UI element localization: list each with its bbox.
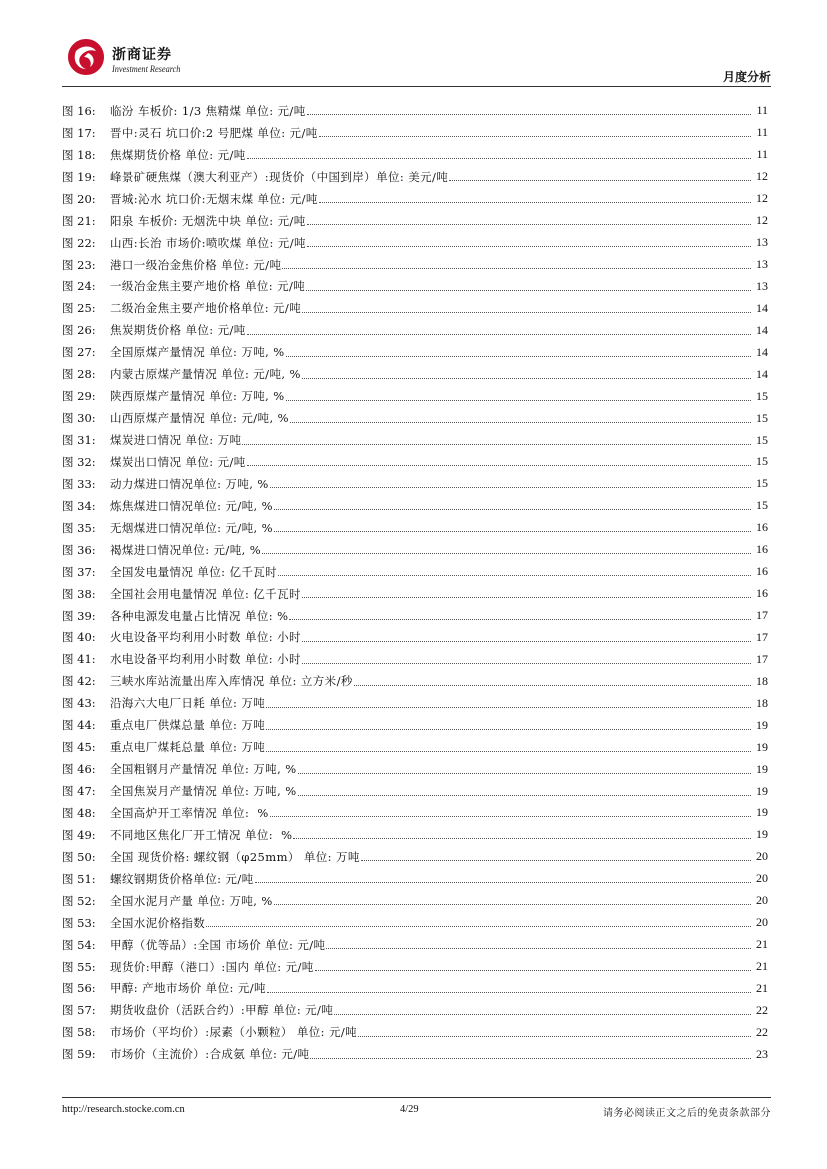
toc-figure-title: 各种电源发电量占比情况 单位: % bbox=[110, 608, 289, 623]
toc-figure-label: 图 51: bbox=[62, 871, 96, 886]
toc-figure-label: 图 22: bbox=[62, 235, 96, 250]
toc-figure-label: 图 34: bbox=[62, 498, 96, 513]
toc-entry[interactable] bbox=[62, 232, 768, 254]
toc-figure-label: 图 32: bbox=[62, 454, 96, 469]
toc-dot-leader bbox=[354, 685, 751, 686]
toc-entry[interactable] bbox=[62, 319, 768, 341]
toc-page-number: 16 bbox=[756, 586, 768, 601]
toc-figure-label: 图 19: bbox=[62, 169, 96, 184]
toc-figure-title: 全国粗钢月产量情况 单位: 万吨, % bbox=[110, 762, 297, 777]
toc-entry[interactable] bbox=[62, 802, 768, 824]
toc-figure-title: 全国水泥月产量 单位: 万吨, % bbox=[110, 893, 273, 908]
toc-figure-title: 陕西原煤产量情况 单位: 万吨, % bbox=[110, 389, 285, 404]
toc-page-number: 19 bbox=[756, 761, 768, 776]
toc-figure-label: 图 21: bbox=[62, 213, 96, 228]
toc-page-number: 15 bbox=[756, 498, 768, 513]
toc-figure-label: 图 45: bbox=[62, 740, 96, 755]
toc-page-number: 15 bbox=[756, 432, 768, 447]
toc-figure-title: 市场价（主流价）:合成氨 单位: 元/吨 bbox=[110, 1047, 310, 1062]
toc-page-number: 19 bbox=[756, 717, 768, 732]
toc-page-number: 21 bbox=[756, 937, 768, 952]
toc-figure-title: 全国发电量情况 单位: 亿千瓦时 bbox=[110, 564, 278, 579]
toc-figure-label: 图 23: bbox=[62, 257, 96, 272]
toc-entry[interactable] bbox=[62, 451, 768, 473]
toc-figure-title: 全国水泥价格指数 bbox=[110, 915, 206, 930]
toc-figure-label: 图 50: bbox=[62, 849, 96, 864]
toc-entry[interactable] bbox=[62, 210, 768, 232]
toc-page-number: 19 bbox=[756, 827, 768, 842]
toc-figure-title: 水电设备平均利用小时数 单位: 小时 bbox=[110, 652, 301, 667]
toc-entry[interactable] bbox=[62, 517, 768, 539]
toc-dot-leader bbox=[242, 444, 751, 445]
toc-dot-leader bbox=[247, 465, 751, 466]
toc-page-number: 11 bbox=[756, 125, 768, 140]
toc-dot-leader bbox=[298, 795, 751, 796]
toc-figure-title: 山西原煤产量情况 单位: 元/吨, % bbox=[110, 411, 289, 426]
toc-entry[interactable] bbox=[62, 363, 768, 385]
toc-dot-leader bbox=[290, 422, 751, 423]
toc-dot-leader bbox=[302, 641, 751, 642]
toc-figure-title: 全国焦炭月产量情况 单位: 万吨, % bbox=[110, 784, 297, 799]
toc-entry[interactable] bbox=[62, 539, 768, 561]
toc-page-number: 14 bbox=[756, 366, 768, 381]
toc-entry[interactable] bbox=[62, 714, 768, 736]
toc-page-number: 14 bbox=[756, 300, 768, 315]
toc-figure-label: 图 59: bbox=[62, 1047, 96, 1062]
toc-entry[interactable] bbox=[62, 188, 768, 210]
toc-figure-label: 图 40: bbox=[62, 630, 96, 645]
toc-entry[interactable] bbox=[62, 758, 768, 780]
toc-figure-label: 图 53: bbox=[62, 915, 96, 930]
toc-page-number: 12 bbox=[756, 191, 768, 206]
toc-page-number: 14 bbox=[756, 322, 768, 337]
toc-figure-label: 图 52: bbox=[62, 893, 96, 908]
toc-figure-label: 图 44: bbox=[62, 718, 96, 733]
toc-page-number: 19 bbox=[756, 805, 768, 820]
toc-figure-label: 图 41: bbox=[62, 652, 96, 667]
toc-page-number: 20 bbox=[756, 849, 768, 864]
toc-page-number: 13 bbox=[756, 235, 768, 250]
toc-entry[interactable] bbox=[62, 846, 768, 868]
toc-dot-leader bbox=[270, 487, 751, 488]
toc-figure-title: 市场价（平均价）:尿素（小颗粒） 单位: 元/吨 bbox=[110, 1025, 358, 1040]
toc-figure-title: 现货价:甲醇（港口）:国内 单位: 元/吨 bbox=[110, 959, 314, 974]
toc-figure-title: 焦炭期货价格 单位: 元/吨 bbox=[110, 323, 246, 338]
toc-figure-label: 图 30: bbox=[62, 411, 96, 426]
toc-entry[interactable] bbox=[62, 605, 768, 627]
toc-page-number: 15 bbox=[756, 454, 768, 469]
toc-page-number: 19 bbox=[756, 739, 768, 754]
toc-dot-leader bbox=[255, 882, 751, 883]
toc-figure-label: 图 33: bbox=[62, 476, 96, 491]
toc-page-number: 15 bbox=[756, 476, 768, 491]
toc-entry[interactable] bbox=[62, 144, 768, 166]
toc-dot-leader bbox=[266, 707, 751, 708]
toc-dot-leader bbox=[302, 378, 751, 379]
toc-dot-leader bbox=[326, 948, 751, 949]
toc-page-number: 22 bbox=[756, 1002, 768, 1017]
brand-subtitle: Investment Research bbox=[112, 64, 181, 74]
toc-entry[interactable] bbox=[62, 429, 768, 451]
toc-entry[interactable] bbox=[62, 956, 768, 978]
toc-figure-title: 不同地区焦化厂开工情况 单位: % bbox=[110, 827, 293, 842]
toc-figure-label: 图 54: bbox=[62, 937, 96, 952]
toc-figure-title: 动力煤进口情况单位: 万吨, % bbox=[110, 476, 269, 491]
toc-entry[interactable] bbox=[62, 999, 768, 1021]
toc-entry[interactable] bbox=[62, 868, 768, 890]
toc-entry[interactable] bbox=[62, 473, 768, 495]
toc-dot-leader bbox=[274, 531, 751, 532]
toc-page-number: 20 bbox=[756, 915, 768, 930]
toc-dot-leader bbox=[307, 224, 751, 225]
toc-figure-title: 晋中:灵石 坑口价:2 号肥煤 单位: 元/吨 bbox=[110, 125, 318, 140]
toc-figure-title: 甲醇: 产地市场价 单位: 元/吨 bbox=[110, 981, 266, 996]
toc-figure-title: 晋城:沁水 坑口价:无烟末煤 单位: 元/吨 bbox=[110, 191, 318, 206]
toc-figure-title: 螺纹钢期货价格单位: 元/吨 bbox=[110, 871, 254, 886]
toc-dot-leader bbox=[334, 1014, 751, 1015]
toc-figure-label: 图 35: bbox=[62, 520, 96, 535]
toc-figure-title: 重点电厂供煤总量 单位: 万吨 bbox=[110, 718, 266, 733]
toc-figure-label: 图 38: bbox=[62, 586, 96, 601]
toc-entry[interactable] bbox=[62, 297, 768, 319]
toc-entry[interactable] bbox=[62, 780, 768, 802]
toc-figure-label: 图 24: bbox=[62, 279, 96, 294]
toc-page-number: 21 bbox=[756, 959, 768, 974]
toc-figure-title: 三峡水库站流量出库入库情况 单位: 立方米/秒 bbox=[110, 674, 353, 689]
toc-page-number: 15 bbox=[756, 410, 768, 425]
toc-dot-leader bbox=[247, 334, 751, 335]
toc-dot-leader bbox=[310, 1058, 751, 1059]
toc-dot-leader bbox=[266, 751, 751, 752]
toc-page-number: 19 bbox=[756, 783, 768, 798]
toc-page-number: 20 bbox=[756, 871, 768, 886]
toc-figure-title: 沿海六大电厂日耗 单位: 万吨 bbox=[110, 696, 266, 711]
toc-dot-leader bbox=[274, 904, 751, 905]
toc-dot-leader bbox=[282, 268, 751, 269]
toc-page-number: 18 bbox=[756, 673, 768, 688]
toc-dot-leader bbox=[267, 992, 751, 993]
header-divider bbox=[62, 86, 771, 87]
toc-page-number: 15 bbox=[756, 388, 768, 403]
toc-figure-label: 图 20: bbox=[62, 191, 96, 206]
toc-dot-leader bbox=[307, 246, 751, 247]
toc-figure-label: 图 26: bbox=[62, 323, 96, 338]
toc-page-number: 16 bbox=[756, 564, 768, 579]
toc-dot-leader bbox=[358, 1036, 751, 1037]
toc-dot-leader bbox=[302, 597, 751, 598]
toc-entry[interactable] bbox=[62, 890, 768, 912]
toc-entry[interactable] bbox=[62, 934, 768, 956]
toc-figure-title: 阳泉 车板价: 无烟洗中块 单位: 元/吨 bbox=[110, 213, 306, 228]
toc-dot-leader bbox=[278, 575, 751, 576]
figure-index-list bbox=[62, 100, 768, 1065]
toc-figure-label: 图 39: bbox=[62, 608, 96, 623]
toc-figure-title: 港口一级冶金焦价格 单位: 元/吨 bbox=[110, 257, 282, 272]
toc-entry[interactable] bbox=[62, 254, 768, 276]
toc-figure-label: 图 16: bbox=[62, 103, 96, 118]
toc-dot-leader bbox=[286, 356, 751, 357]
toc-dot-leader bbox=[270, 816, 751, 817]
toc-figure-title: 一级冶金焦主要产地价格 单位: 元/吨 bbox=[110, 279, 306, 294]
toc-dot-leader bbox=[302, 312, 751, 313]
toc-figure-title: 期货收盘价（活跃合约）:甲醇 单位: 元/吨 bbox=[110, 1003, 334, 1018]
toc-page-number: 12 bbox=[756, 213, 768, 228]
toc-figure-label: 图 37: bbox=[62, 564, 96, 579]
company-logo-icon bbox=[66, 37, 106, 77]
footer-disclaimer: 请务必阅读正文之后的免责条款部分 bbox=[603, 1108, 771, 1119]
toc-page-number: 22 bbox=[756, 1024, 768, 1039]
footer-url-link[interactable]: http://research.stocke.com.cn bbox=[62, 1104, 185, 1115]
toc-figure-label: 图 57: bbox=[62, 1003, 96, 1018]
toc-figure-title: 无烟煤进口情况单位: 元/吨, % bbox=[110, 520, 273, 535]
toc-entry[interactable] bbox=[62, 583, 768, 605]
toc-dot-leader bbox=[289, 619, 751, 620]
toc-dot-leader bbox=[307, 114, 751, 115]
toc-figure-title: 煤炭出口情况 单位: 元/吨 bbox=[110, 454, 246, 469]
toc-entry[interactable] bbox=[62, 1043, 768, 1065]
toc-figure-title: 煤炭进口情况 单位: 万吨 bbox=[110, 433, 242, 448]
toc-dot-leader bbox=[206, 926, 751, 927]
toc-figure-title: 全国高炉开工率情况 单位: % bbox=[110, 805, 269, 820]
toc-entry[interactable] bbox=[62, 495, 768, 517]
toc-dot-leader bbox=[293, 838, 751, 839]
toc-figure-title: 全国原煤产量情况 单位: 万吨, % bbox=[110, 345, 285, 360]
toc-figure-title: 褐煤进口情况单位: 元/吨, % bbox=[110, 542, 262, 557]
toc-dot-leader bbox=[302, 663, 751, 664]
footer-divider bbox=[62, 1097, 771, 1098]
toc-figure-label: 图 49: bbox=[62, 827, 96, 842]
toc-figure-title: 二级冶金焦主要产地价格单位: 元/吨 bbox=[110, 301, 302, 316]
toc-entry[interactable] bbox=[62, 824, 768, 846]
toc-page-number: 13 bbox=[756, 257, 768, 272]
toc-figure-label: 图 47: bbox=[62, 784, 96, 799]
toc-figure-label: 图 31: bbox=[62, 433, 96, 448]
toc-dot-leader bbox=[266, 729, 751, 730]
toc-dot-leader bbox=[262, 553, 751, 554]
toc-dot-leader bbox=[274, 509, 751, 510]
toc-entry[interactable] bbox=[62, 561, 768, 583]
toc-entry[interactable] bbox=[62, 670, 768, 692]
toc-figure-label: 图 58: bbox=[62, 1025, 96, 1040]
toc-figure-label: 图 17: bbox=[62, 125, 96, 140]
toc-entry[interactable] bbox=[62, 122, 768, 144]
toc-page-number: 18 bbox=[756, 695, 768, 710]
toc-figure-label: 图 29: bbox=[62, 389, 96, 404]
toc-entry[interactable] bbox=[62, 407, 768, 429]
toc-figure-title: 重点电厂煤耗总量 单位: 万吨 bbox=[110, 740, 266, 755]
toc-figure-label: 图 43: bbox=[62, 696, 96, 711]
toc-figure-label: 图 18: bbox=[62, 147, 96, 162]
toc-page-number: 12 bbox=[756, 169, 768, 184]
toc-figure-title: 山西:长治 市场价:喷吹煤 单位: 元/吨 bbox=[110, 235, 306, 250]
toc-figure-label: 图 56: bbox=[62, 981, 96, 996]
toc-dot-leader bbox=[449, 180, 751, 181]
toc-figure-label: 图 46: bbox=[62, 762, 96, 777]
toc-entry[interactable] bbox=[62, 692, 768, 714]
toc-entry[interactable] bbox=[62, 736, 768, 758]
toc-figure-title: 全国社会用电量情况 单位: 亿千瓦时 bbox=[110, 586, 301, 601]
toc-figure-title: 火电设备平均利用小时数 单位: 小时 bbox=[110, 630, 301, 645]
toc-page-number: 17 bbox=[756, 651, 768, 666]
toc-page-number: 14 bbox=[756, 344, 768, 359]
toc-figure-label: 图 48: bbox=[62, 805, 96, 820]
toc-figure-label: 图 25: bbox=[62, 301, 96, 316]
toc-page-number: 16 bbox=[756, 520, 768, 535]
toc-figure-title: 甲醇（优等品）:全国 市场价 单位: 元/吨 bbox=[110, 937, 326, 952]
toc-figure-title: 峰景矿硬焦煤（澳大利亚产）:现货价（中国到岸）单位: 美元/吨 bbox=[110, 169, 449, 184]
toc-entry[interactable] bbox=[62, 627, 768, 649]
toc-entry[interactable] bbox=[62, 1021, 768, 1043]
toc-figure-label: 图 27: bbox=[62, 345, 96, 360]
toc-dot-leader bbox=[247, 158, 751, 159]
toc-figure-label: 图 42: bbox=[62, 674, 96, 689]
toc-dot-leader bbox=[319, 136, 751, 137]
toc-entry[interactable] bbox=[62, 978, 768, 1000]
toc-dot-leader bbox=[286, 400, 751, 401]
toc-dot-leader bbox=[361, 860, 751, 861]
footer-page-number: 4/29 bbox=[400, 1104, 419, 1115]
toc-entry[interactable] bbox=[62, 166, 768, 188]
brand-name: 浙商证券 bbox=[112, 47, 172, 63]
toc-figure-title: 焦煤期货价格 单位: 元/吨 bbox=[110, 147, 246, 162]
toc-page-number: 11 bbox=[756, 103, 768, 118]
toc-figure-label: 图 28: bbox=[62, 367, 96, 382]
toc-page-number: 23 bbox=[756, 1046, 768, 1061]
toc-dot-leader bbox=[319, 202, 751, 203]
toc-entry[interactable] bbox=[62, 648, 768, 670]
toc-entry[interactable] bbox=[62, 100, 768, 122]
toc-figure-label: 图 36: bbox=[62, 542, 96, 557]
toc-page-number: 17 bbox=[756, 608, 768, 623]
toc-figure-title: 内蒙古原煤产量情况 单位: 元/吨, % bbox=[110, 367, 301, 382]
toc-page-number: 16 bbox=[756, 542, 768, 557]
toc-dot-leader bbox=[306, 290, 751, 291]
toc-page-number: 17 bbox=[756, 629, 768, 644]
toc-page-number: 11 bbox=[756, 147, 768, 162]
toc-dot-leader bbox=[315, 970, 751, 971]
report-type-label: 月度分析 bbox=[722, 70, 771, 84]
toc-entry[interactable] bbox=[62, 341, 768, 363]
toc-figure-title: 炼焦煤进口情况单位: 元/吨, % bbox=[110, 498, 273, 513]
toc-entry[interactable] bbox=[62, 385, 768, 407]
toc-figure-label: 图 55: bbox=[62, 959, 96, 974]
toc-figure-title: 临汾 车板价: 1/3 焦精煤 单位: 元/吨 bbox=[110, 103, 306, 118]
toc-page-number: 13 bbox=[756, 278, 768, 293]
toc-page-number: 21 bbox=[756, 980, 768, 995]
toc-dot-leader bbox=[298, 773, 751, 774]
toc-entry[interactable] bbox=[62, 276, 768, 298]
toc-entry[interactable] bbox=[62, 912, 768, 934]
toc-figure-title: 全国 现货价格: 螺纹钢（φ25mm） 单位: 万吨 bbox=[110, 849, 360, 864]
toc-page-number: 20 bbox=[756, 893, 768, 908]
